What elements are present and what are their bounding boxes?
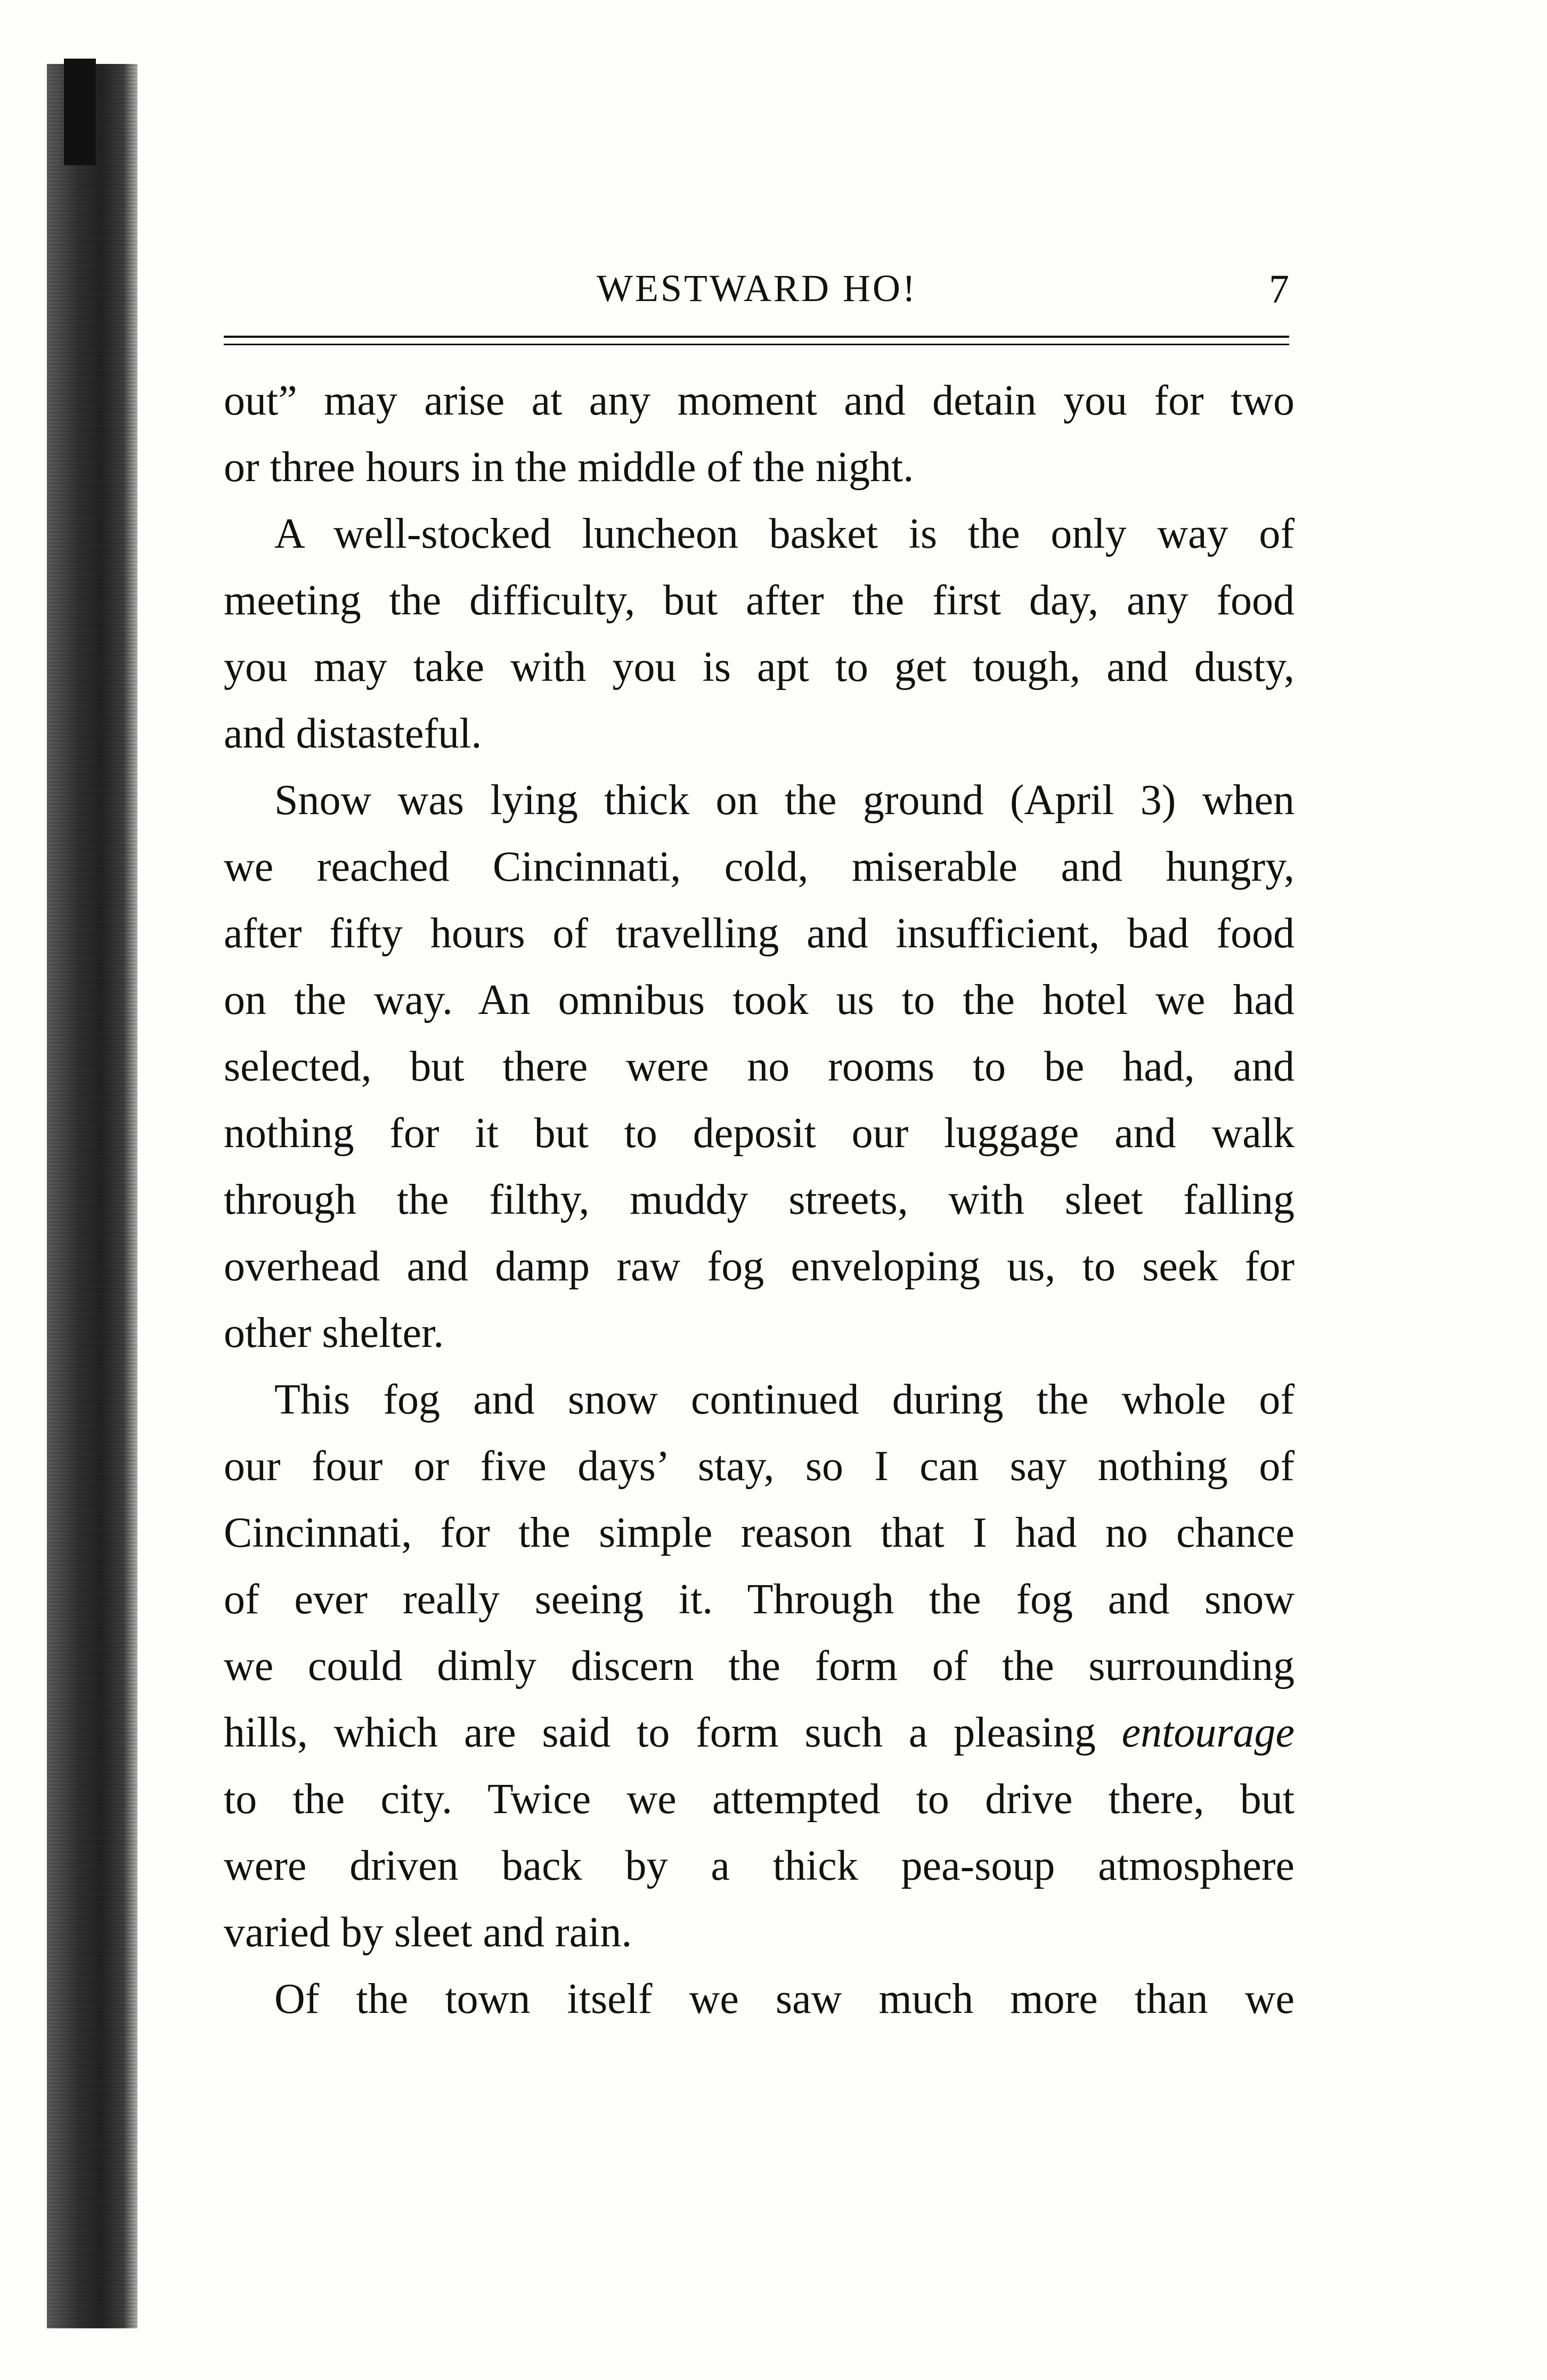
- text-line: meeting the difficulty, but after the first day, any food: [224, 577, 1294, 624]
- text-line: This fog and snow continued during the whole of: [274, 1376, 1294, 1423]
- running-head-title: WESTWARD HO!: [597, 267, 917, 310]
- text-line: Of the town itself we saw much more than we: [274, 1976, 1294, 2022]
- text-line: selected, but there were no rooms to be had, and: [224, 1043, 1294, 1090]
- text-line: or three hours in the middle of the night.: [224, 444, 914, 491]
- text-line: overhead and damp raw fog enveloping us, to seek for: [224, 1243, 1294, 1290]
- text-line: out” may arise at any moment and detain you for two: [224, 377, 1294, 424]
- body-text: [224, 368, 1294, 2033]
- text-line: on the way. An omnibus took us to the hotel we had: [224, 977, 1294, 1024]
- text-line: hills, which are said to form such a pleasing entourage: [224, 1709, 1294, 1756]
- text-line: to the city. Twice we attempted to drive there, but: [224, 1776, 1294, 1823]
- header-rule-top: [224, 336, 1289, 338]
- text-line: of ever really seeing it. Through the fog and snow: [224, 1576, 1294, 1623]
- text-line: we could dimly discern the form of the surrounding: [224, 1643, 1294, 1689]
- text-line: after fifty hours of travelling and insufficient, bad food: [224, 910, 1294, 957]
- text-line: Cincinnati, for the simple reason that I had no chance: [224, 1509, 1294, 1556]
- italic-word: entourage: [1121, 1709, 1294, 1756]
- text-line: Snow was lying thick on the ground (April 3) when: [274, 777, 1294, 824]
- page-binding-shadow: [47, 64, 137, 2328]
- page-binding-edge: [64, 59, 96, 165]
- header-rule-bottom: [224, 344, 1289, 345]
- text-line: varied by sleet and rain.: [224, 1909, 632, 1956]
- text-line: other shelter.: [224, 1310, 444, 1356]
- text-line: through the filthy, muddy streets, with sleet falling: [224, 1176, 1294, 1223]
- page-number: 7: [1269, 267, 1289, 312]
- text-line: you may take with you is apt to get tough, and dusty,: [224, 644, 1294, 691]
- text-line: and distasteful.: [224, 710, 482, 757]
- text-line: our four or five days’ stay, so I can say nothing of: [224, 1443, 1294, 1490]
- running-head: [224, 266, 1289, 320]
- text-line: were driven back by a thick pea-soup atmosphere: [224, 1842, 1294, 1889]
- text-line: we reached Cincinnati, cold, miserable and hungry,: [224, 843, 1294, 890]
- text-line: nothing for it but to deposit our luggage and walk: [224, 1110, 1294, 1157]
- text-line: A well-stocked luncheon basket is the only way of: [274, 510, 1294, 557]
